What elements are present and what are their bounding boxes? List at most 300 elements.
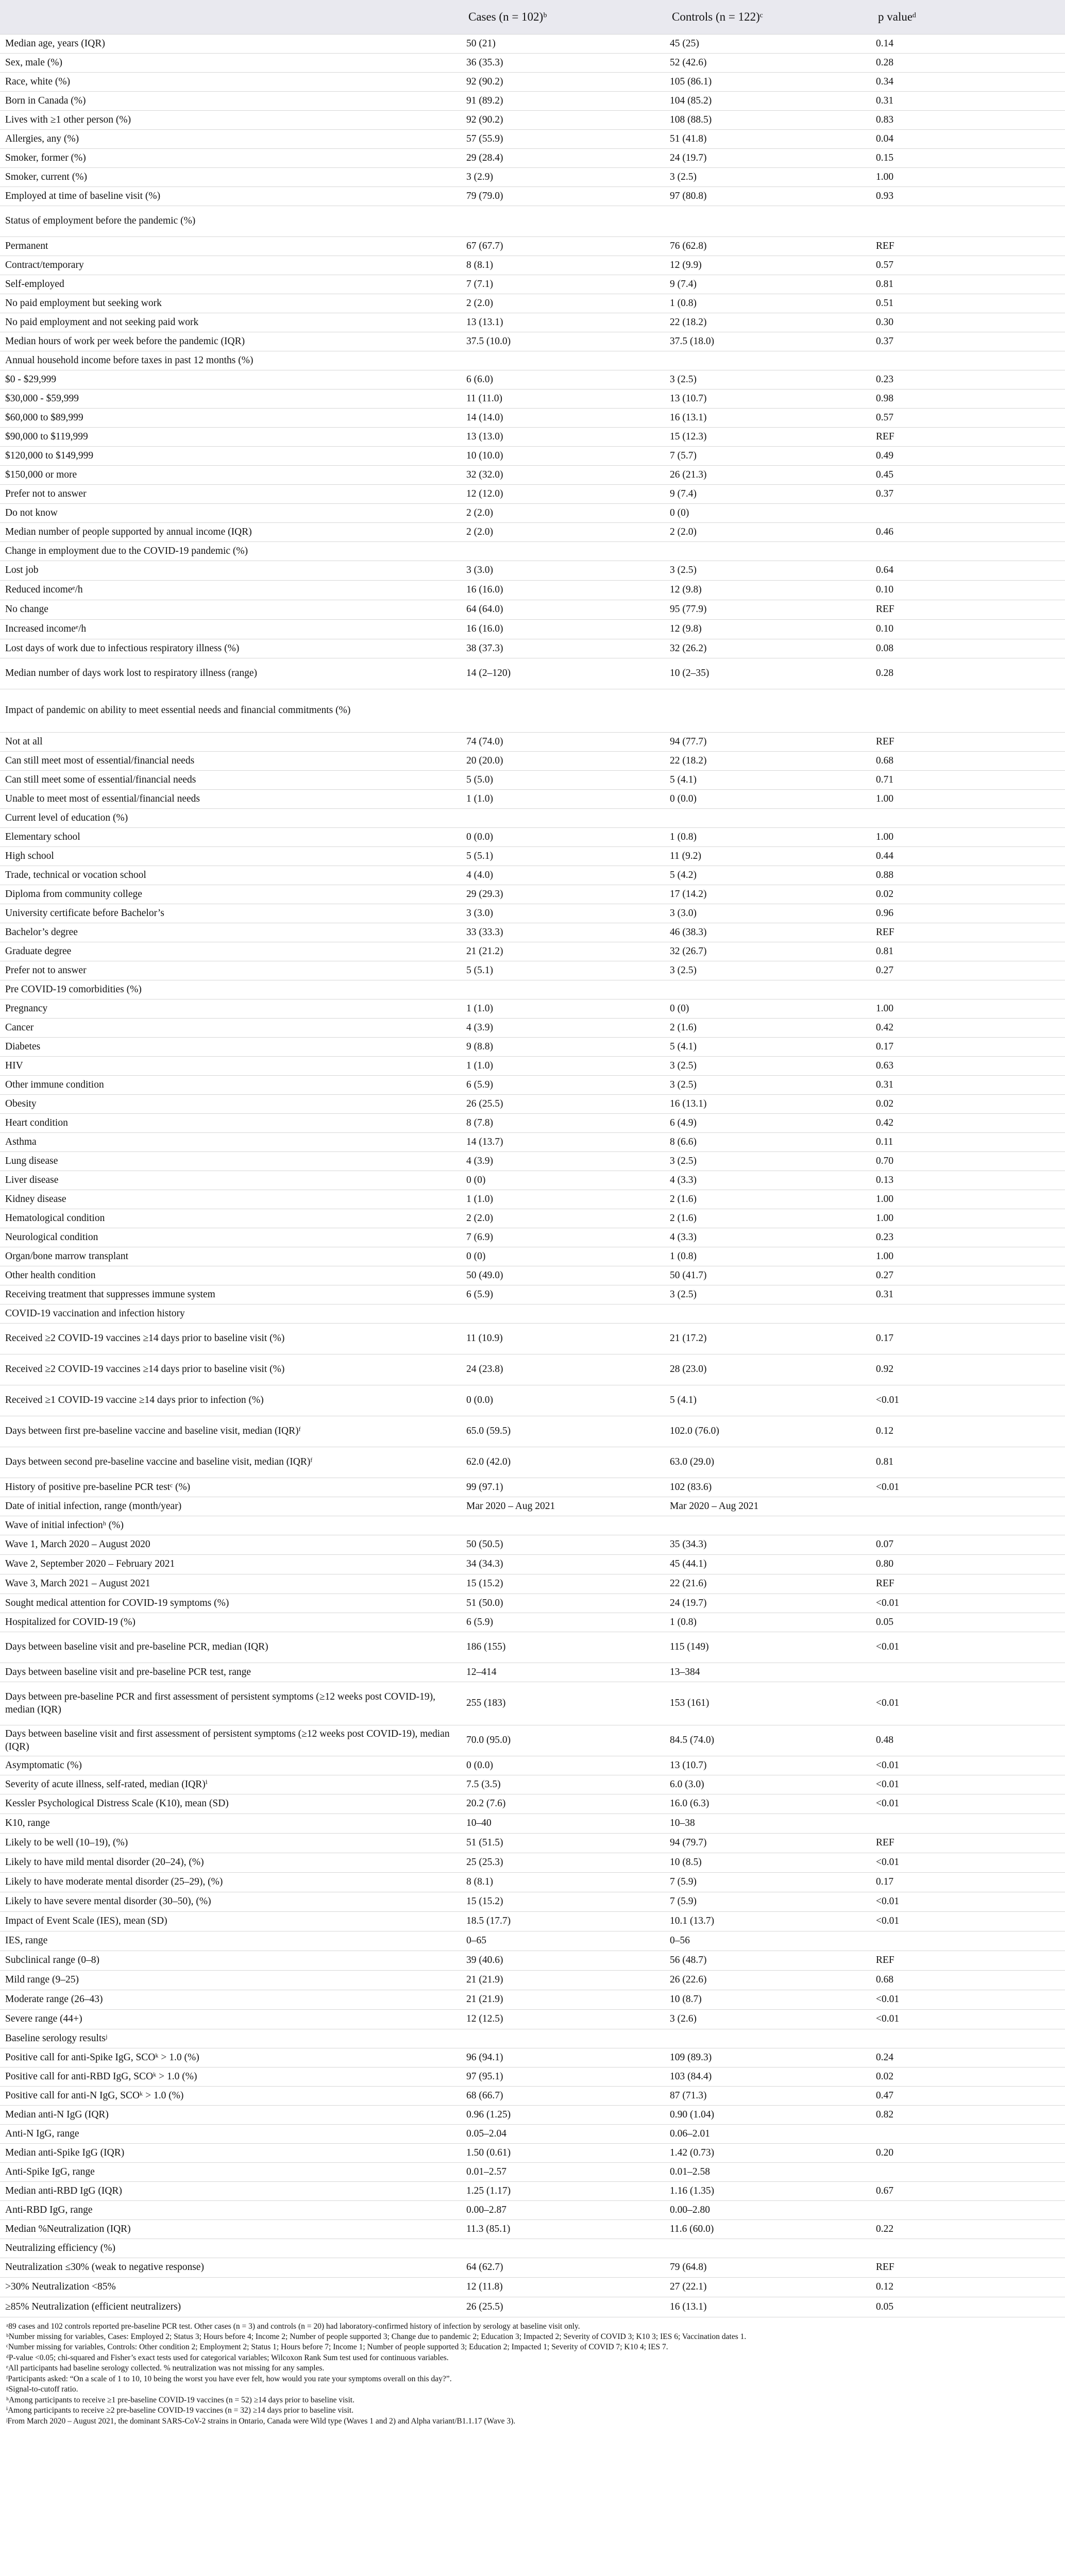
controls-value: 5 (4.1)	[665, 771, 871, 790]
controls-value: 2 (1.6)	[665, 1019, 871, 1038]
p-value	[871, 504, 1065, 523]
row-label: ≥85% Neutralization (efficient neutralizers)	[0, 2297, 461, 2317]
p-value: 0.48	[871, 1725, 1065, 1756]
p-value: 0.80	[871, 1555, 1065, 1574]
table-row	[0, 1304, 1065, 1324]
row-label: Median number of days work lost to respiratory illness (range)	[0, 658, 461, 689]
p-value	[871, 2029, 1065, 2048]
p-value: 0.81	[871, 1447, 1065, 1478]
row-label: $150,000 or more	[0, 466, 461, 485]
table-row	[0, 2297, 1065, 2317]
table-row	[0, 904, 1065, 923]
cases-value: 14 (14.0)	[461, 409, 665, 428]
p-value: 0.71	[871, 771, 1065, 790]
row-label: $30,000 - $59,999	[0, 389, 461, 409]
row-label: History of positive pre-baseline PCR testᶜ (%)	[0, 1478, 461, 1497]
table-row	[0, 581, 1065, 600]
p-value: 0.51	[871, 294, 1065, 313]
table-row	[0, 54, 1065, 73]
p-value: <0.01	[871, 1990, 1065, 2010]
table-header-row	[0, 0, 1065, 35]
cases-value: 92 (90.2)	[461, 111, 665, 130]
p-value: 1.00	[871, 790, 1065, 809]
p-value: <0.01	[871, 1912, 1065, 1931]
controls-value: 37.5 (18.0)	[665, 332, 871, 351]
row-label: IES, range	[0, 1931, 461, 1951]
cases-value	[461, 809, 665, 828]
p-value: 0.23	[871, 1228, 1065, 1247]
table-row	[0, 1114, 1065, 1133]
cases-value: 25 (25.3)	[461, 1853, 665, 1873]
cases-value: 255 (183)	[461, 1682, 665, 1725]
p-value: 0.92	[871, 1354, 1065, 1385]
controls-value: 51 (41.8)	[665, 130, 871, 149]
table-row	[0, 1076, 1065, 1095]
cases-value: 97 (95.1)	[461, 2067, 665, 2087]
cases-value: 0 (0)	[461, 1247, 665, 1266]
row-label: Pre COVID-19 comorbidities (%)	[0, 980, 461, 999]
p-value: 0.44	[871, 847, 1065, 866]
row-label: High school	[0, 847, 461, 866]
cases-value: 12 (12.0)	[461, 485, 665, 504]
table-row	[0, 332, 1065, 351]
row-label: Born in Canada (%)	[0, 92, 461, 111]
cases-value: 29 (29.3)	[461, 885, 665, 904]
cases-value: 50 (49.0)	[461, 1266, 665, 1285]
row-label: Days between baseline visit and first assessment of persistent symptoms (≥12 weeks post COVID-19), median (IQR)	[0, 1725, 461, 1756]
table-row	[0, 2125, 1065, 2144]
p-value: 0.83	[871, 111, 1065, 130]
row-label: Lung disease	[0, 1152, 461, 1171]
table-row	[0, 1892, 1065, 1912]
table-row	[0, 1873, 1065, 1892]
row-label: Anti-Spike IgG, range	[0, 2163, 461, 2182]
cases-value: 2 (2.0)	[461, 1209, 665, 1228]
p-value: 1.00	[871, 1190, 1065, 1209]
controls-value: 45 (44.1)	[665, 1555, 871, 1574]
row-label: HIV	[0, 1057, 461, 1076]
footnote: ʲFrom March 2020 – August 2021, the dominant SARS-CoV-2 strains in Ontario, Canada were Wild type (Waves 1 and 2) and Alpha variant/B1.1.17 (Wave 3).	[6, 2416, 516, 2426]
table-row	[0, 2144, 1065, 2163]
p-value: 0.02	[871, 2067, 1065, 2087]
controls-value: 5 (4.1)	[665, 1038, 871, 1057]
controls-value: 0.01–2.58	[665, 2163, 871, 2182]
row-label: Date of initial infection, range (month/year)	[0, 1497, 461, 1516]
p-value: 0.13	[871, 1171, 1065, 1190]
controls-value: 9 (7.4)	[665, 485, 871, 504]
cases-value: 0.01–2.57	[461, 2163, 665, 2182]
table-row	[0, 92, 1065, 111]
controls-value: 115 (149)	[665, 1632, 871, 1663]
p-value: 0.11	[871, 1133, 1065, 1152]
table-row	[0, 1209, 1065, 1228]
row-label: Likely to have severe mental disorder (30–50), (%)	[0, 1892, 461, 1912]
table-row	[0, 1853, 1065, 1873]
table-row	[0, 1775, 1065, 1794]
controls-value: 28 (23.0)	[665, 1354, 871, 1385]
p-value	[871, 2239, 1065, 2258]
row-label: Median age, years (IQR)	[0, 35, 461, 54]
p-value: 0.10	[871, 581, 1065, 600]
cases-value: 2 (2.0)	[461, 294, 665, 313]
p-value: REF	[871, 1951, 1065, 1971]
cases-value	[461, 1304, 665, 1324]
cases-value: 37.5 (10.0)	[461, 332, 665, 351]
cases-value: 15 (15.2)	[461, 1574, 665, 1594]
cases-value: 5 (5.0)	[461, 771, 665, 790]
cases-value: 10–40	[461, 1814, 665, 1834]
row-label: Days between pre-baseline PCR and first assessment of persistent symptoms (≥12 weeks post COVID-19), median (IQR)	[0, 1682, 461, 1725]
cases-value	[461, 2029, 665, 2048]
row-label: Likely to have moderate mental disorder (25–29), (%)	[0, 1873, 461, 1892]
p-value: 0.27	[871, 1266, 1065, 1285]
cases-value: 1 (1.0)	[461, 999, 665, 1019]
controls-value	[665, 351, 871, 370]
controls-value: 5 (4.2)	[665, 866, 871, 885]
table-row	[0, 828, 1065, 847]
table-row	[0, 2220, 1065, 2239]
row-label: $90,000 to $119,999	[0, 428, 461, 447]
p-value: 0.12	[871, 1416, 1065, 1447]
row-label: COVID-19 vaccination and infection history	[0, 1304, 461, 1324]
controls-value: 21 (17.2)	[665, 1324, 871, 1354]
cases-value: 64 (62.7)	[461, 2258, 665, 2278]
table-row	[0, 130, 1065, 149]
controls-value: 102.0 (76.0)	[665, 1416, 871, 1447]
controls-value: 7 (5.9)	[665, 1892, 871, 1912]
controls-value: 3 (2.5)	[665, 561, 871, 581]
table-row	[0, 256, 1065, 275]
table-row	[0, 809, 1065, 828]
row-label: Days between first pre-baseline vaccine and baseline visit, median (IQR)ᶠ	[0, 1416, 461, 1447]
p-value: <0.01	[871, 1478, 1065, 1497]
cases-value: 12 (11.8)	[461, 2278, 665, 2297]
row-label: Neutralization ≤30% (weak to negative response)	[0, 2258, 461, 2278]
table-row	[0, 149, 1065, 168]
table-row	[0, 1594, 1065, 1613]
controls-value: 4 (3.3)	[665, 1228, 871, 1247]
table-row	[0, 561, 1065, 581]
controls-value: 153 (161)	[665, 1682, 871, 1725]
p-value: <0.01	[871, 1756, 1065, 1775]
controls-value: 87 (71.3)	[665, 2087, 871, 2106]
p-value: 0.81	[871, 942, 1065, 961]
cases-value: 11 (11.0)	[461, 389, 665, 409]
p-value: 0.64	[871, 561, 1065, 581]
cases-value: 7 (6.9)	[461, 1228, 665, 1247]
row-label: Other health condition	[0, 1266, 461, 1285]
controls-value: 1 (0.8)	[665, 294, 871, 313]
row-label: Allergies, any (%)	[0, 130, 461, 149]
p-value: 0.68	[871, 1971, 1065, 1990]
row-label: $60,000 to $89,999	[0, 409, 461, 428]
row-label: Positive call for anti-N IgG, SCOᵏ > 1.0 (%)	[0, 2087, 461, 2106]
cases-value: 67 (67.7)	[461, 237, 665, 256]
row-label: Sought medical attention for COVID-19 symptoms (%)	[0, 1594, 461, 1613]
controls-value: 17 (14.2)	[665, 885, 871, 904]
table-row	[0, 1057, 1065, 1076]
cases-value: 0 (0.0)	[461, 1385, 665, 1416]
row-label: Cancer	[0, 1019, 461, 1038]
controls-value: 22 (18.2)	[665, 313, 871, 332]
table-row	[0, 206, 1065, 237]
row-label: Asymptomatic (%)	[0, 1756, 461, 1775]
table-row	[0, 2182, 1065, 2201]
cases-value: 0–65	[461, 1931, 665, 1951]
row-label: Positive call for anti-RBD IgG, SCOᵏ > 1.0 (%)	[0, 2067, 461, 2087]
row-label: No change	[0, 600, 461, 620]
table-row	[0, 942, 1065, 961]
footnote: ᵃ89 cases and 102 controls reported pre-baseline PCR test. Other cases (n = 3) and controls (n = 20) had laboratory-confirmed history of infection by serology at baseline visit only.	[6, 2321, 580, 2331]
controls-value: 10 (8.5)	[665, 1853, 871, 1873]
cases-value: 1 (1.0)	[461, 1057, 665, 1076]
row-label: Organ/bone marrow transplant	[0, 1247, 461, 1266]
footnote: ᶠParticipants asked: “On a scale of 1 to 10, 10 being the worst you have ever felt, how would you rate your symptoms overall on this day?”.	[6, 2374, 452, 2383]
table-row	[0, 961, 1065, 980]
cases-value: 79 (79.0)	[461, 187, 665, 206]
row-label: Reduced incomeᵉ/h	[0, 581, 461, 600]
p-value: 0.67	[871, 2182, 1065, 2201]
table-footnotes	[0, 2317, 1065, 2427]
table-row	[0, 1971, 1065, 1990]
cases-value: 70.0 (95.0)	[461, 1725, 665, 1756]
table-row	[0, 1663, 1065, 1682]
row-label: Pregnancy	[0, 999, 461, 1019]
cases-value	[461, 2239, 665, 2258]
p-value: 1.00	[871, 1209, 1065, 1228]
p-value: 0.37	[871, 485, 1065, 504]
cases-value: 33 (33.3)	[461, 923, 665, 942]
p-value: 0.49	[871, 447, 1065, 466]
row-label: Graduate degree	[0, 942, 461, 961]
row-label: Lost days of work due to infectious respiratory illness (%)	[0, 639, 461, 658]
p-value	[871, 1304, 1065, 1324]
row-label: Median anti-N IgG (IQR)	[0, 2106, 461, 2125]
row-label: Kessler Psychological Distress Scale (K10), mean (SD)	[0, 1794, 461, 1814]
cases-value: 6 (5.9)	[461, 1613, 665, 1632]
table-row	[0, 620, 1065, 639]
row-label: Wave 1, March 2020 – August 2020	[0, 1535, 461, 1555]
p-value: 0.88	[871, 866, 1065, 885]
controls-value: 45 (25)	[665, 35, 871, 54]
cases-value: 7 (7.1)	[461, 275, 665, 294]
controls-value: 103 (84.4)	[665, 2067, 871, 2087]
p-value: 0.37	[871, 332, 1065, 351]
cases-value: 26 (25.5)	[461, 2297, 665, 2317]
p-value: 0.17	[871, 1324, 1065, 1354]
cases-value: 4 (3.9)	[461, 1152, 665, 1171]
cases-value: 34 (34.3)	[461, 1555, 665, 1574]
table-row	[0, 885, 1065, 904]
controls-value	[665, 542, 871, 561]
table-row	[0, 1912, 1065, 1931]
p-value: 0.31	[871, 1076, 1065, 1095]
cases-value: 38 (37.3)	[461, 639, 665, 658]
row-label: Contract/temporary	[0, 256, 461, 275]
table-row	[0, 73, 1065, 92]
p-value: 1.00	[871, 828, 1065, 847]
p-value: REF	[871, 1834, 1065, 1853]
cases-value: 24 (23.8)	[461, 1354, 665, 1385]
controls-value: 16 (13.1)	[665, 2297, 871, 2317]
cases-value: 6 (5.9)	[461, 1076, 665, 1095]
controls-value: 11.6 (60.0)	[665, 2220, 871, 2239]
cases-value	[461, 689, 665, 733]
p-value	[871, 1814, 1065, 1834]
table-row	[0, 1516, 1065, 1535]
table-row	[0, 1038, 1065, 1057]
row-label: Not at all	[0, 733, 461, 752]
controls-value: 32 (26.2)	[665, 639, 871, 658]
row-label: Wave 2, September 2020 – February 2021	[0, 1555, 461, 1574]
p-value: 0.70	[871, 1152, 1065, 1171]
table-row	[0, 1385, 1065, 1416]
row-label: Diploma from community college	[0, 885, 461, 904]
cases-value: 92 (90.2)	[461, 73, 665, 92]
footnote: ᵇNumber missing for variables, Cases: Employed 2; Status 3; Hours before 4; Income 2; Number of people supported 3; Change due to pandemic 2; Education 3; Impacted 2; Severity of COVID 3; K10 3; IES 6; Vaccination dates 1.	[6, 2332, 747, 2341]
cases-value	[461, 980, 665, 999]
p-value: 0.82	[871, 2106, 1065, 2125]
p-value: <0.01	[871, 1853, 1065, 1873]
controls-value: 35 (34.3)	[665, 1535, 871, 1555]
table-row	[0, 1497, 1065, 1516]
row-label: Can still meet most of essential/financial needs	[0, 752, 461, 771]
cases-value: 62.0 (42.0)	[461, 1447, 665, 1478]
controls-value: 109 (89.3)	[665, 2048, 871, 2067]
header-characteristic	[0, 0, 461, 35]
table-row	[0, 2087, 1065, 2106]
table-row	[0, 2067, 1065, 2087]
cases-value: 5 (5.1)	[461, 847, 665, 866]
controls-value: 22 (18.2)	[665, 752, 871, 771]
row-label: Diabetes	[0, 1038, 461, 1057]
p-value: 0.31	[871, 92, 1065, 111]
controls-value: 26 (21.3)	[665, 466, 871, 485]
footnote: ᵈP-value <0.05; chi-squared and Fisher’s exact tests used for categorical variables; Wilcoxon Rank Sum test used for continuous variables.	[6, 2353, 449, 2362]
cases-value: 57 (55.9)	[461, 130, 665, 149]
p-value: 0.24	[871, 2048, 1065, 2067]
cases-value: 26 (25.5)	[461, 1095, 665, 1114]
row-label: Wave of initial infectionʰ (%)	[0, 1516, 461, 1535]
p-value: 1.00	[871, 168, 1065, 187]
cases-value: 21 (21.9)	[461, 1990, 665, 2010]
table-row	[0, 1447, 1065, 1478]
table-row	[0, 600, 1065, 620]
controls-value	[665, 2239, 871, 2258]
cases-value: 21 (21.9)	[461, 1971, 665, 1990]
p-value: 1.00	[871, 1247, 1065, 1266]
controls-value: 11 (9.2)	[665, 847, 871, 866]
cases-value: 7.5 (3.5)	[461, 1775, 665, 1794]
p-value: <0.01	[871, 1794, 1065, 1814]
cases-value: 21 (21.2)	[461, 942, 665, 961]
cases-value	[461, 206, 665, 237]
table-row	[0, 999, 1065, 1019]
table-row	[0, 752, 1065, 771]
p-value: 0.57	[871, 256, 1065, 275]
p-value: 0.17	[871, 1873, 1065, 1892]
cases-value: 1 (1.0)	[461, 1190, 665, 1209]
cases-value: 8 (7.8)	[461, 1114, 665, 1133]
p-value: 0.22	[871, 2220, 1065, 2239]
cases-value: 16 (16.0)	[461, 620, 665, 639]
p-value: 0.98	[871, 389, 1065, 409]
cases-value: 50 (50.5)	[461, 1535, 665, 1555]
p-value: 0.28	[871, 658, 1065, 689]
header-cases: Cases (n = 102)ᵇ	[461, 0, 665, 35]
cases-value: Mar 2020 – Aug 2021	[461, 1497, 665, 1516]
table-row	[0, 1171, 1065, 1190]
table-row	[0, 1725, 1065, 1756]
p-value: 0.20	[871, 2144, 1065, 2163]
header-pvalue: p valueᵈ	[871, 0, 1065, 35]
table-row	[0, 2106, 1065, 2125]
table-row	[0, 2239, 1065, 2258]
cases-value: 0 (0)	[461, 1171, 665, 1190]
p-value: 0.96	[871, 904, 1065, 923]
row-label: Annual household income before taxes in past 12 months (%)	[0, 351, 461, 370]
p-value	[871, 2201, 1065, 2220]
cases-value: 2 (2.0)	[461, 504, 665, 523]
controls-value: Mar 2020 – Aug 2021	[665, 1497, 871, 1516]
p-value: 1.00	[871, 999, 1065, 1019]
p-value: 0.15	[871, 149, 1065, 168]
controls-value: 8 (6.6)	[665, 1133, 871, 1152]
table-row	[0, 409, 1065, 428]
controls-value: 10 (2–35)	[665, 658, 871, 689]
controls-value: 2 (1.6)	[665, 1209, 871, 1228]
row-label: Lost job	[0, 561, 461, 581]
controls-value: 1 (0.8)	[665, 828, 871, 847]
cases-value: 0.96 (1.25)	[461, 2106, 665, 2125]
p-value: 0.07	[871, 1535, 1065, 1555]
row-label: Change in employment due to the COVID-19 pandemic (%)	[0, 542, 461, 561]
cases-value: 36 (35.3)	[461, 54, 665, 73]
table-row	[0, 1190, 1065, 1209]
row-label: Receiving treatment that suppresses immune system	[0, 1285, 461, 1304]
row-label: Anti-N IgG, range	[0, 2125, 461, 2144]
table-row	[0, 168, 1065, 187]
p-value: 0.42	[871, 1114, 1065, 1133]
row-label: Heart condition	[0, 1114, 461, 1133]
cases-value: 65.0 (59.5)	[461, 1416, 665, 1447]
controls-value: 1.42 (0.73)	[665, 2144, 871, 2163]
p-value: 0.23	[871, 370, 1065, 389]
cases-value: 64 (64.0)	[461, 600, 665, 620]
row-label: Hematological condition	[0, 1209, 461, 1228]
cases-value: 11.3 (85.1)	[461, 2220, 665, 2239]
row-label: Hospitalized for COVID-19 (%)	[0, 1613, 461, 1632]
table-row	[0, 35, 1065, 54]
table-row	[0, 1682, 1065, 1725]
controls-value: 0.00–2.80	[665, 2201, 871, 2220]
p-value: REF	[871, 923, 1065, 942]
p-value: 0.17	[871, 1038, 1065, 1057]
p-value: <0.01	[871, 1594, 1065, 1613]
p-value: <0.01	[871, 1632, 1065, 1663]
cases-value: 20 (20.0)	[461, 752, 665, 771]
controls-value: 3 (3.0)	[665, 904, 871, 923]
footnote: ʰAmong participants to receive ≥1 pre-baseline COVID-19 vaccines (n = 52) ≥14 days prior to baseline visit.	[6, 2395, 354, 2404]
table-row	[0, 237, 1065, 256]
table-row	[0, 1416, 1065, 1447]
controls-value: 102 (83.6)	[665, 1478, 871, 1497]
table-row	[0, 1266, 1065, 1285]
p-value: 0.47	[871, 2087, 1065, 2106]
table-row	[0, 1152, 1065, 1171]
p-value: <0.01	[871, 1775, 1065, 1794]
cases-value: 0 (0.0)	[461, 1756, 665, 1775]
